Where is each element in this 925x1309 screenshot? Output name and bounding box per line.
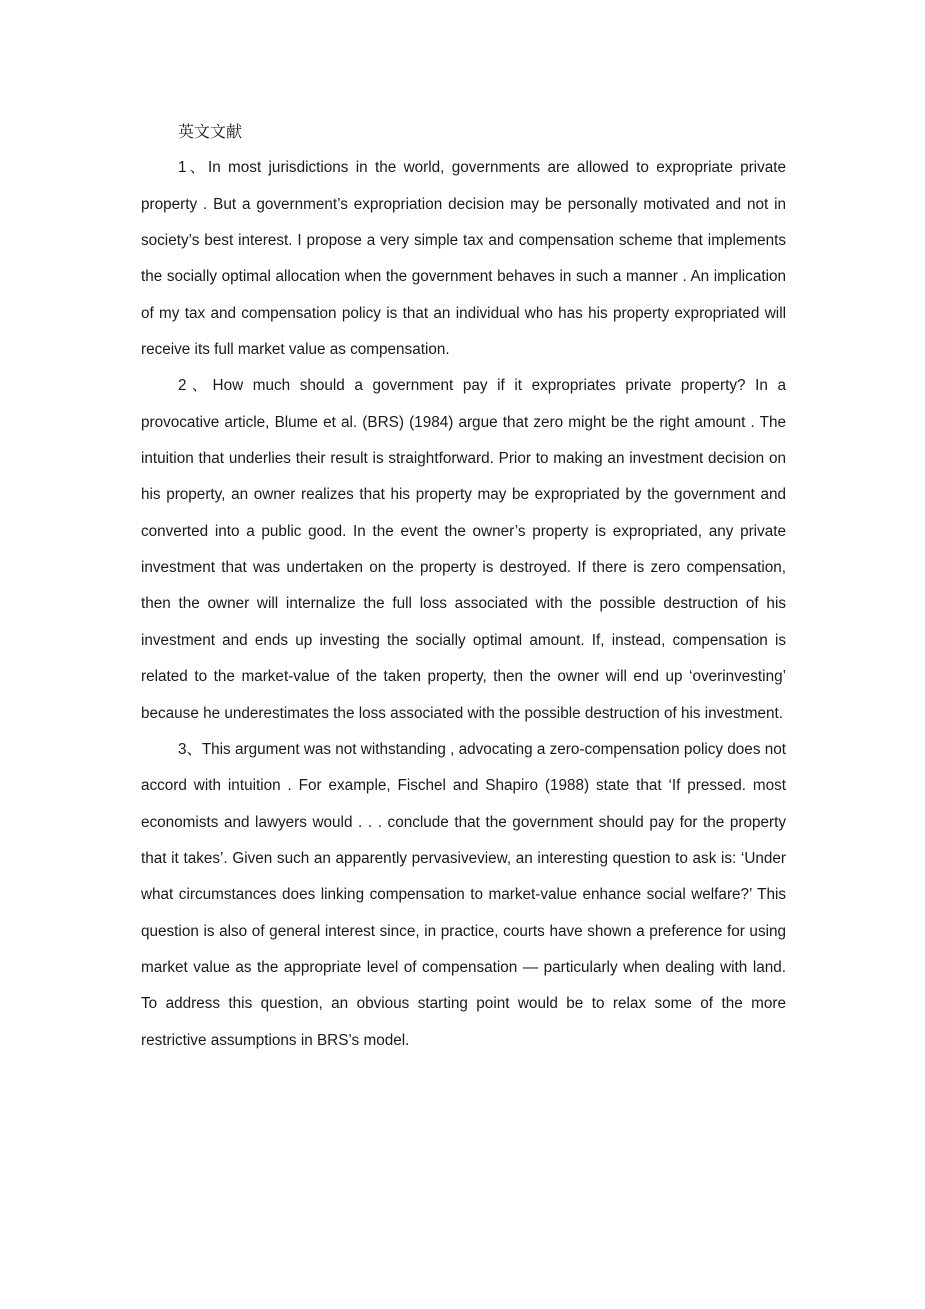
paragraph-3 [141,732,786,1059]
paragraph-number: 2、 [178,377,213,395]
paragraph-text: How much should a government pay if it expropriates private property? In a provocative article, Blume et al. (BRS) (1984) argue that zero might be the right amount . The intuition that underlies their result is straightforward. Prior to making an investment decision on his property, an owner realizes that his property may be expropriated by the government and converted into a public good. In the event the owner’s property is expropriated, any private investment that was undertaken on the property is destroyed. If there is zero compensation, then the owner will internalize the full loss associated with the possible destruction of his investment and ends up investing the socially optimal amount. If, instead, compensation is related to the market-value of the taken property, then the owner will end up ‘overinvesting’ because he underestimates the loss associated with the possible destruction of his investment. [141,377,787,722]
paragraph-2 [141,368,786,731]
document-heading: 英文文献 [178,122,243,141]
paragraph-text: This argument was not withstanding , advocating a zero-compensation policy does not accord with intuition . For example, Fischel and Shapiro (1988) state that ‘If pressed. most economists and lawyers would . . . conclude that the government should pay for the property that it takes’. Given such an apparently pervasiveview, an interesting question to ask is: ‘Under what circumstances does linking compensation to market-value enhance social welfare?’ This question is also of general interest since, in practice, courts have shown a preference for using market value as the appropriate level of compensation — particularly when dealing with land. To address this question, an obvious starting point would be to relax some of the more restrictive assumptions in BRS’s model. [141,740,786,1049]
paragraph-number: 3、 [178,740,202,758]
paragraph-text: In most jurisdictions in the world, governments are allowed to expropriate private property . But a government’s expropriation decision may be personally motivated and not in society’s best interest. I propose a very simple tax and compensation scheme that implements the socially optimal allocation when the government behaves in such a manner . An implication of my tax and compensation policy is that an individual who has his property expropriated will receive its full market value as compensation. [141,159,786,359]
paragraph-1 [141,150,786,368]
document-page [141,114,786,1059]
paragraph-number: 1、 [178,159,208,177]
